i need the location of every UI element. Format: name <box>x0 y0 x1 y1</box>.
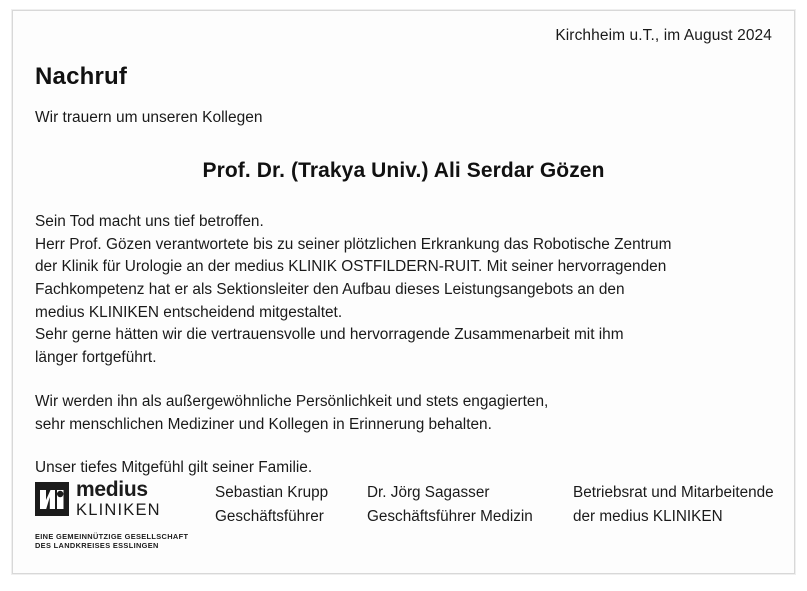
dateline: Kirchheim u.T., im August 2024 <box>555 27 772 44</box>
medius-m-logo-icon <box>35 482 69 516</box>
paragraph-line: der Klinik für Urologie an der medius KLINIK OSTFILDERN-RUIT. Mit seiner hervorragenden <box>35 258 667 276</box>
logo-name-secondary: KLINIKEN <box>76 501 161 519</box>
logo-subline <box>35 532 195 552</box>
obituary-sheet <box>12 10 795 574</box>
signatory-1 <box>215 481 328 528</box>
footer <box>35 479 774 557</box>
page-title: Nachruf <box>35 63 128 90</box>
signatory-role: Geschäftsführer <box>215 507 324 525</box>
signatory-role: Geschäftsführer Medizin <box>367 507 533 525</box>
medius-kliniken-logo <box>35 479 195 551</box>
signatory-2 <box>367 481 533 528</box>
signatory-role: der medius KLINIKEN <box>573 507 723 525</box>
paragraph-line: Unser tiefes Mitgefühl gilt seiner Familie. <box>35 458 313 476</box>
logo-subline-1: EINE GEMEINNÜTZIGE GESELLSCHAFT <box>35 531 189 541</box>
paragraph-line: medius KLINIKEN entscheidend mitgestaltet. <box>35 303 343 321</box>
logo-name-primary: medius <box>76 478 148 501</box>
paragraph-1 <box>35 211 774 369</box>
paragraph-3 <box>35 457 774 480</box>
deceased-name: Prof. Dr. (Trakya Univ.) Ali Serdar Gözen <box>202 159 605 182</box>
paragraph-line: Herr Prof. Gözen verantwortete bis zu seiner plötzlichen Erkrankung das Robotische Zentrum <box>35 235 672 253</box>
paragraph-line: Sehr gerne hätten wir die vertrauensvolle und hervorragende Zusammenarbeit mit ihm <box>35 326 624 344</box>
paragraph-line: Fachkompetenz hat er als Sektionsleiter den Aufbau dieses Leistungsangebots an den <box>35 280 625 298</box>
paragraph-line: Sein Tod macht uns tief betroffen. <box>35 213 264 230</box>
lead-text: Wir trauern um unseren Kollegen <box>35 109 263 126</box>
paragraph-line: sehr menschlichen Mediziner und Kollegen in Erinnerung behalten. <box>35 416 492 434</box>
signatory-name: Sebastian Krupp <box>215 484 329 501</box>
logo-wordmark <box>76 479 161 519</box>
obituary-content <box>33 23 774 563</box>
paragraph-line: länger fortgeführt. <box>35 348 157 366</box>
signatory-name: Betriebsrat und Mitarbeitende <box>573 484 774 501</box>
paragraph-2 <box>35 391 774 436</box>
signatory-3 <box>573 481 774 528</box>
logo-row <box>35 479 195 519</box>
signatory-name: Dr. Jörg Sagasser <box>367 484 490 501</box>
logo-subline-2: DES LANDKREISES ESSLINGEN <box>35 541 159 551</box>
paragraph-line: Wir werden ihn als außergewöhnliche Persönlichkeit und stets engagierten, <box>35 393 549 411</box>
